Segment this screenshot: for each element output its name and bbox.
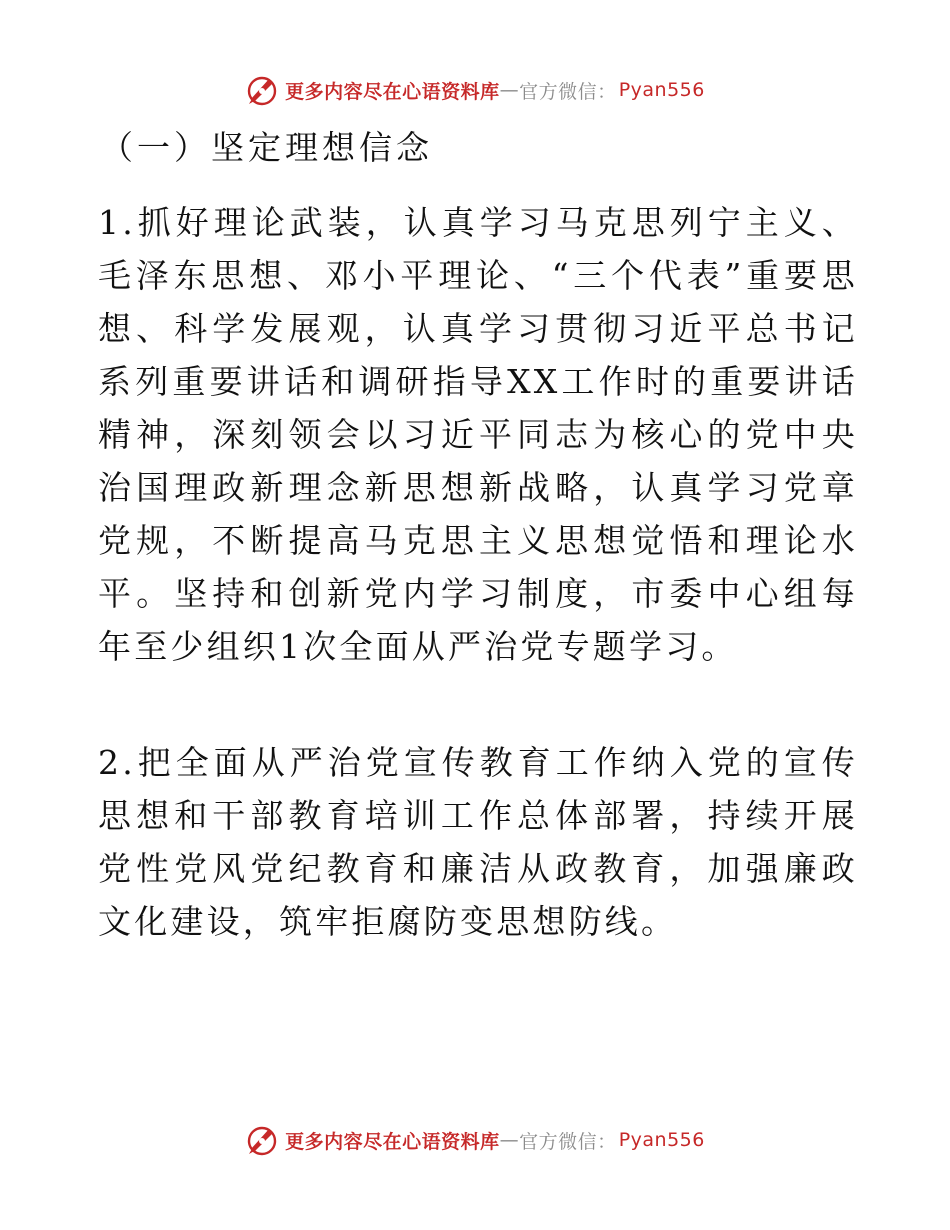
banner-wechat-label: 官方微信： [519,1130,617,1153]
section-heading: （一）坚定理想信念 [100,128,433,167]
paragraph-2: 2.把全面从严治党宣传教育工作纳入党的宣传思想和干部教育培训工作总体部署，持续开展党性党风党纪教育和廉洁从政教育，加强廉政文化建设，筑牢拒腐防变思想防线。 [98,743,858,941]
banner-wechat-id: Pyan556 [618,1129,705,1151]
banner-site-name: 更多内容尽在心语资料库 [285,80,500,103]
banner-site-name: 更多内容尽在心语资料库 [285,1130,500,1153]
banner-text [285,77,705,104]
banner-text [285,1127,705,1154]
quill-pen-logo-icon [245,1123,279,1157]
banner-dash: — [499,1129,520,1151]
banner-wechat-id: Pyan556 [618,79,705,101]
banner-content [245,73,705,107]
banner-dash: — [499,79,520,101]
quill-pen-logo-icon [245,73,279,107]
footer-banner [0,1120,950,1160]
header-banner [0,70,950,110]
banner-wechat-label: 官方微信： [519,80,617,103]
paragraph-1: 1.抓好理论武装，认真学习马克思列宁主义、毛泽东思想、邓小平理论、“三个代表”重要思想、科学发展观，认真学习贯彻习近平总书记系列重要讲话和调研指导XX工作时的重要讲话精神，深刻领会以习近平同志为核心的党中央治国理政新理念新思想新战略，认真学习党章党规，不断提高马克思主义思想觉悟和理论水平。坚持和创新党内学习制度，市委中心组每年至少组织1次全面从严治党专题学习。 [98,203,858,666]
banner-content [245,1123,705,1157]
